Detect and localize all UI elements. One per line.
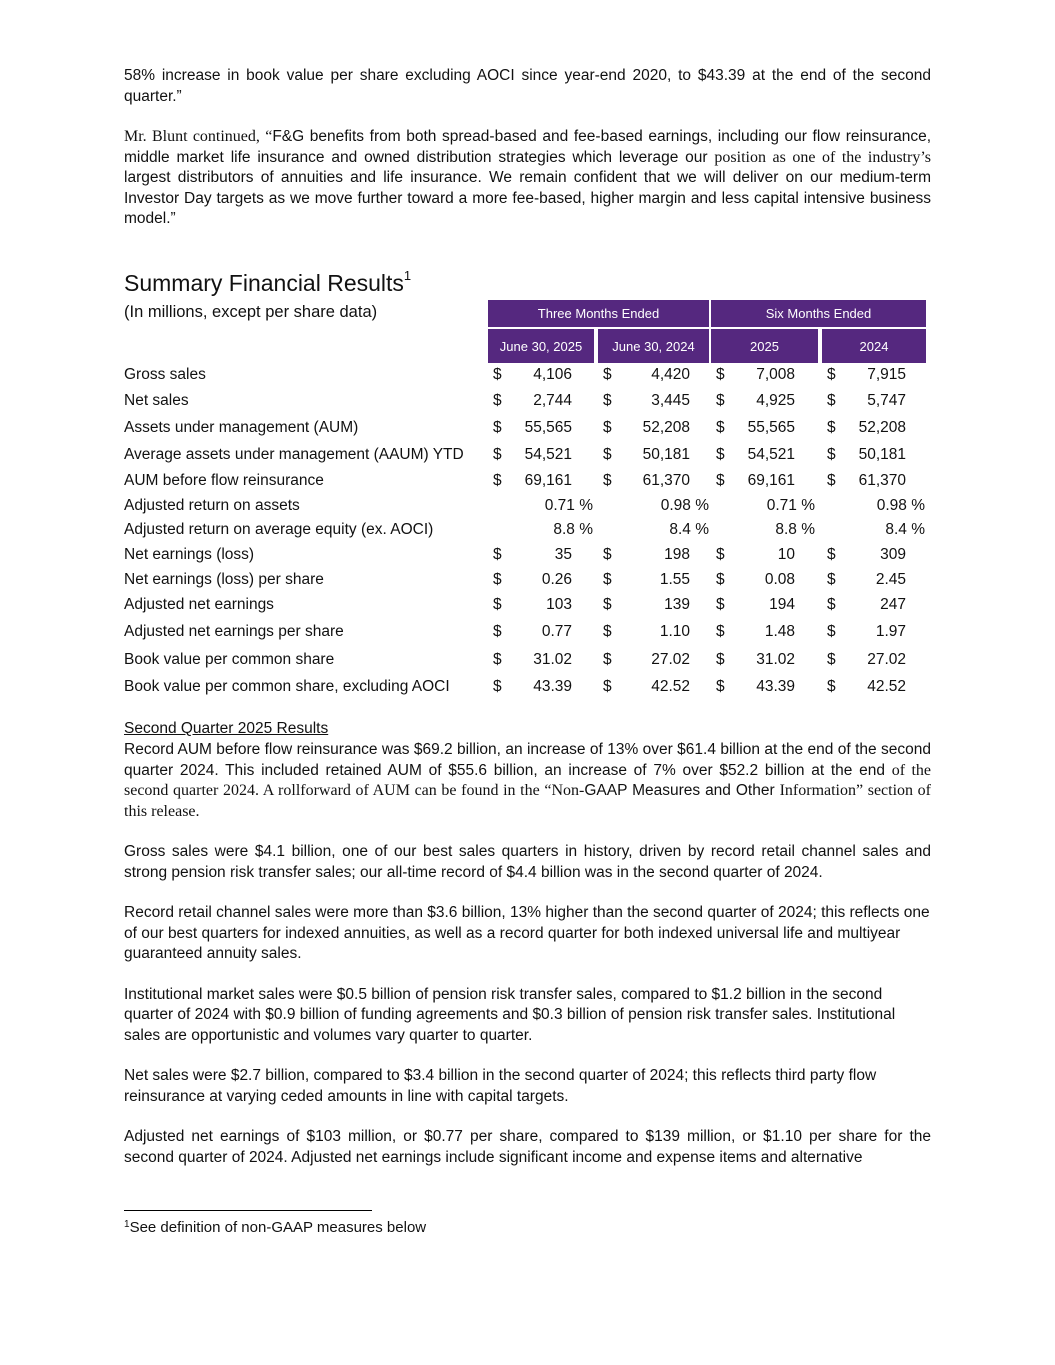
currency-symbol: $ xyxy=(827,392,836,409)
row-value: 7,008 xyxy=(756,366,795,383)
currency-symbol: $ xyxy=(603,546,612,563)
row-label: AUM before flow reinsurance xyxy=(124,472,324,489)
row-label: Book value per common share xyxy=(124,651,335,668)
row-value: 61,370 xyxy=(858,472,906,489)
currency-symbol: $ xyxy=(716,419,725,436)
row-value: 42.52 xyxy=(867,678,906,695)
currency-symbol: $ xyxy=(827,571,836,588)
row-label: Book value per common share, excluding AOCI xyxy=(124,678,450,695)
row-value: 43.39 xyxy=(756,678,795,695)
currency-symbol: $ xyxy=(493,596,502,613)
row-value: 55,565 xyxy=(747,419,795,436)
row-value: 50,181 xyxy=(642,446,690,463)
row-value: 3,445 xyxy=(651,392,690,409)
row-label: Net earnings (loss) per share xyxy=(124,571,324,588)
summary-title-footnote-mark: 1 xyxy=(403,268,412,283)
currency-symbol: $ xyxy=(493,651,502,668)
row-label: Net earnings (loss) xyxy=(124,546,255,563)
header-col-ytd-2024: 2024 xyxy=(822,329,926,363)
q2-paragraph-institutional: Institutional market sales were $0.5 billion of pension risk transfer sales, compared to $1.2 billion in the second quarter of 2024 with $0.9 billion of funding agreements and $0.3 billion of pension risk transfer sales. Institutional sales are opportunistic and volumes vary quarter to quarter. xyxy=(124,985,896,1044)
currency-symbol: $ xyxy=(716,366,725,383)
intro-p2-b: largest distributors of annuities and life insurance. We remain confident that we will deliver on our medium-term Investor Day targets as we move further toward a more fee-based, higher margin and less capital intensive business model.” xyxy=(124,169,931,227)
table-row xyxy=(124,497,934,519)
table-row xyxy=(124,571,934,593)
header-col-june-2024: June 30, 2024 xyxy=(598,329,709,363)
row-value: 2.45 xyxy=(875,571,906,588)
currency-symbol: $ xyxy=(827,546,836,563)
row-value: 0.77 xyxy=(541,623,572,640)
intro-p2-serif-b: position as one of the industry’s xyxy=(714,148,932,166)
currency-symbol: $ xyxy=(603,392,612,409)
currency-symbol: $ xyxy=(827,596,836,613)
currency-symbol: $ xyxy=(603,366,612,383)
row-label: Average assets under management (AAUM) YTD xyxy=(124,446,464,463)
row-value: 247 xyxy=(880,596,906,613)
currency-symbol: $ xyxy=(827,472,836,489)
currency-symbol: $ xyxy=(716,546,725,563)
currency-symbol: $ xyxy=(716,571,725,588)
row-value: 69,161 xyxy=(747,472,795,489)
row-value: 1.55 xyxy=(659,571,690,588)
currency-symbol: $ xyxy=(493,366,502,383)
q2-paragraph-retail: Record retail channel sales were more than $3.6 billion, 13% higher than the second quarter of 2024; this reflects one of our best quarters for indexed annuities, as well as a record quarter for both indexed universal life and multiyear guaranteed annuity sales. xyxy=(124,904,930,962)
row-value: 2,744 xyxy=(533,392,572,409)
row-value: 8.8 % xyxy=(553,521,593,538)
currency-symbol: $ xyxy=(716,596,725,613)
table-row xyxy=(124,651,934,673)
row-value: 139 xyxy=(664,596,690,613)
currency-symbol: $ xyxy=(716,651,725,668)
row-value: 8.8 % xyxy=(775,521,815,538)
row-value: 1.97 xyxy=(875,623,906,640)
currency-symbol: $ xyxy=(603,419,612,436)
intro-p2-a: F&G benefits from both spread-based and fee-based earnings, including our flow reinsurance, middle market life insurance and owned distribution strategies which leverage our xyxy=(124,128,932,166)
currency-symbol: $ xyxy=(716,392,725,409)
q2-paragraph-adjusted-earnings: Adjusted net earnings of $103 million, or $0.77 per share, compared to $139 million, or $1.10 per share for the second quarter of 2024. Adjusted net earnings include significant income and expense items and alternative xyxy=(124,1128,931,1166)
row-value: 0.98 % xyxy=(876,497,925,514)
currency-symbol: $ xyxy=(716,623,725,640)
header-col-june-2025: June 30, 2025 xyxy=(488,329,594,363)
table-row xyxy=(124,678,934,700)
row-value: 1.48 xyxy=(764,623,795,640)
row-value: 10 xyxy=(777,546,795,563)
currency-symbol: $ xyxy=(493,571,502,588)
intro-p2-serif-a: Mr. Blunt continued, “ xyxy=(124,128,273,145)
currency-symbol: $ xyxy=(603,446,612,463)
row-value: 0.71 % xyxy=(544,497,593,514)
row-value: 1.10 xyxy=(659,623,690,640)
footnote-divider xyxy=(124,1210,372,1211)
row-value: 55,565 xyxy=(524,419,572,436)
intro-paragraph-1: 58% increase in book value per share excluding AOCI since year-end 2020, to $43.39 at the end of the second quarter.” xyxy=(124,67,931,105)
currency-symbol: $ xyxy=(493,419,502,436)
footnote xyxy=(124,1219,426,1236)
currency-symbol: $ xyxy=(827,366,836,383)
row-value: 194 xyxy=(769,596,795,613)
row-value: 50,181 xyxy=(858,446,906,463)
currency-symbol: $ xyxy=(716,472,725,489)
row-value: 0.98 % xyxy=(660,497,709,514)
table-row xyxy=(124,521,934,543)
currency-symbol: $ xyxy=(827,651,836,668)
table-row xyxy=(124,596,934,618)
intro-paragraph-2 xyxy=(124,127,931,230)
row-value: 4,925 xyxy=(756,392,795,409)
currency-symbol: $ xyxy=(493,392,502,409)
row-value: 52,208 xyxy=(642,419,690,436)
row-value: 103 xyxy=(546,596,572,613)
currency-symbol: $ xyxy=(603,596,612,613)
row-label: Gross sales xyxy=(124,366,206,383)
row-value: 5,747 xyxy=(867,392,906,409)
footnote-mark: 1 xyxy=(124,1219,130,1230)
row-value: 198 xyxy=(664,546,690,563)
row-value: 69,161 xyxy=(524,472,572,489)
currency-symbol: $ xyxy=(827,446,836,463)
row-value: 27.02 xyxy=(867,651,906,668)
table-row xyxy=(124,623,934,645)
currency-symbol: $ xyxy=(716,446,725,463)
currency-symbol: $ xyxy=(716,678,725,695)
row-value: 35 xyxy=(554,546,572,563)
currency-symbol: $ xyxy=(493,546,502,563)
currency-symbol: $ xyxy=(603,678,612,695)
header-col-ytd-2025: 2025 xyxy=(711,329,818,363)
currency-symbol: $ xyxy=(493,623,502,640)
table-row xyxy=(124,392,934,414)
row-value: 8.4 % xyxy=(885,521,925,538)
row-value: 31.02 xyxy=(533,651,572,668)
row-label: Adjusted return on average equity (ex. AOCI) xyxy=(124,521,434,538)
q2-results-heading: Second Quarter 2025 Results xyxy=(124,720,329,737)
row-label: Adjusted net earnings per share xyxy=(124,623,344,640)
row-value: 4,106 xyxy=(533,366,572,383)
currency-symbol: $ xyxy=(493,472,502,489)
row-label: Assets under management (AUM) xyxy=(124,419,359,436)
currency-symbol: $ xyxy=(603,651,612,668)
currency-symbol: $ xyxy=(493,678,502,695)
q2-results-body xyxy=(124,740,931,1168)
summary-title: Summary Financial Results$^1$ xyxy=(124,268,412,296)
row-value: 42.52 xyxy=(651,678,690,695)
row-label: Adjusted net earnings xyxy=(124,596,274,613)
currency-symbol: $ xyxy=(603,571,612,588)
row-label: Net sales xyxy=(124,392,189,409)
row-value: 54,521 xyxy=(747,446,795,463)
row-value: 8.4 % xyxy=(669,521,709,538)
row-value: 309 xyxy=(880,546,906,563)
header-six-months: Six Months Ended xyxy=(711,300,926,327)
row-value: 52,208 xyxy=(858,419,906,436)
table-row xyxy=(124,472,934,494)
row-value: 54,521 xyxy=(524,446,572,463)
row-value: 0.08 xyxy=(764,571,795,588)
table-row xyxy=(124,366,934,388)
row-value: 43.39 xyxy=(533,678,572,695)
table-row xyxy=(124,546,934,568)
q2-paragraph-aum: Record AUM before flow reinsurance was $69.2 billion, an increase of 13% over $61.4 billion at the end of the second quarter 2024. This included retained AUM of $55.6 billion, an increase of 7% over $52.2 billion at the end of the second quarter 2024. A rollforward of AUM can be found in the “Non-GAAP Measures and Other Information” section of this release. xyxy=(124,741,932,820)
currency-symbol: $ xyxy=(493,446,502,463)
row-value: 4,420 xyxy=(651,366,690,383)
currency-symbol: $ xyxy=(603,472,612,489)
intro-section xyxy=(124,66,931,230)
row-value: 7,915 xyxy=(867,366,906,383)
table-row xyxy=(124,446,934,468)
currency-symbol: $ xyxy=(827,419,836,436)
currency-symbol: $ xyxy=(827,623,836,640)
row-value: 27.02 xyxy=(651,651,690,668)
footnote-text: See definition of non-GAAP measures below xyxy=(129,1219,427,1236)
table-row xyxy=(124,419,934,441)
row-value: 31.02 xyxy=(756,651,795,668)
row-label: Adjusted return on assets xyxy=(124,497,300,514)
row-value: 61,370 xyxy=(642,472,690,489)
row-value: 0.26 xyxy=(541,571,572,588)
header-three-months: Three Months Ended xyxy=(488,300,709,327)
currency-symbol: $ xyxy=(827,678,836,695)
q2-paragraph-net-sales: Net sales were $2.7 billion, compared to $3.4 billion in the second quarter of 2024; this reflects third party flow reinsurance at varying ceded amounts in line with capital targets. xyxy=(124,1067,877,1105)
q2-paragraph-gross-sales: Gross sales were $4.1 billion, one of our best sales quarters in history, driven by record retail channel sales and strong pension risk transfer sales; our all-time record of $4.4 billion was in the second quarter of 2024. xyxy=(124,843,931,881)
currency-symbol: $ xyxy=(603,623,612,640)
summary-subtitle: (In millions, except per share data) xyxy=(124,303,378,321)
row-value: 0.71 % xyxy=(766,497,815,514)
